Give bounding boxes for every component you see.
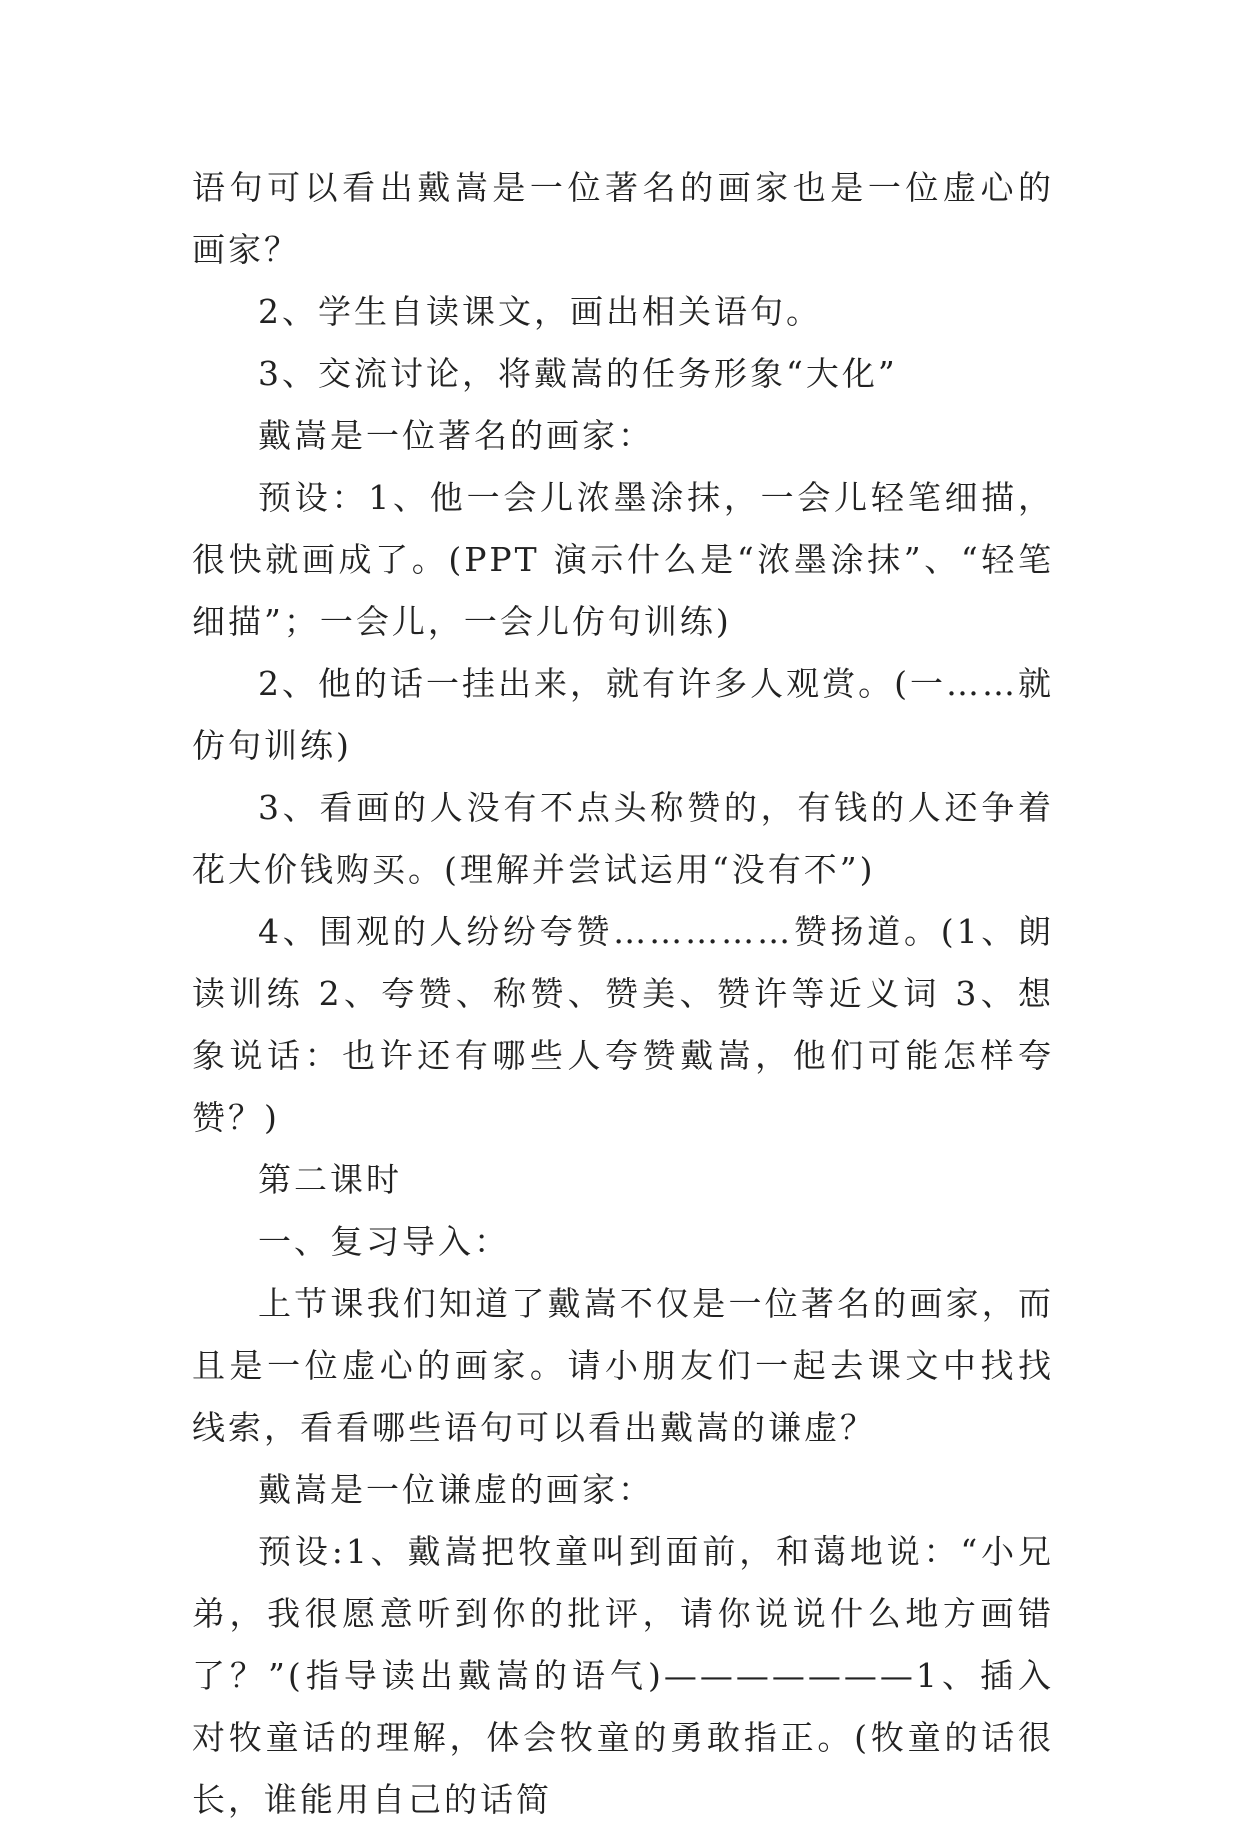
- section-heading-second-lesson: 第二课时: [258, 1160, 402, 1199]
- paragraph-preset-3: 3、看画的人没有不点头称赞的，有钱的人还争着花大价钱购买。(理解并尝试运用“没有不”): [192, 788, 1054, 889]
- paragraph-review-intro: 上节课我们知道了戴嵩不仅是一位著名的画家，而且是一位虚心的画家。请小朋友们一起去课文中找找线索，看看哪些语句可以看出戴嵩的谦虚？: [192, 1284, 1054, 1447]
- section-heading-review: 一、复习导入：: [258, 1222, 510, 1261]
- paragraph-preset-1: 预设：1、他一会儿浓墨涂抹，一会儿轻笔细描，很快就画成了。(PPT 演示什么是“浓墨涂抹”、“轻笔细描”；一会儿，一会儿仿句训练): [192, 478, 1054, 641]
- paragraph-famous-painter: 戴嵩是一位著名的画家：: [258, 416, 654, 455]
- paragraph-preset-2: 2、他的话一挂出来，就有许多人观赏。(一……就仿句训练): [192, 664, 1054, 765]
- document-body: [192, 157, 1054, 1831]
- paragraph-preset-humble: 预设:1、戴嵩把牧童叫到面前，和蔼地说：“小兄弟，我很愿意听到你的批评，请你说说什么地方画错了？”(指导读出戴嵩的语气)———————1、插入对牧童话的理解，体会牧童的勇敢指正。(牧童的话很长，谁能用自己的话简: [192, 1532, 1054, 1819]
- paragraph-continuation: 语句可以看出戴嵩是一位著名的画家也是一位虚心的画家？: [192, 168, 1054, 269]
- paragraph-step-2: 2、学生自读课文，画出相关语句。: [258, 292, 822, 331]
- paragraph-step-3: 3、交流讨论，将戴嵩的任务形象“大化”: [258, 354, 898, 393]
- paragraph-preset-4: 4、围观的人纷纷夸赞……………赞扬道。(1、朗读训练 2、夸赞、称赞、赞美、赞许等近义词 3、想象说话：也许还有哪些人夸赞戴嵩，他们可能怎样夸赞？): [192, 912, 1054, 1137]
- paragraph-humble-painter: 戴嵩是一位谦虚的画家：: [258, 1470, 654, 1509]
